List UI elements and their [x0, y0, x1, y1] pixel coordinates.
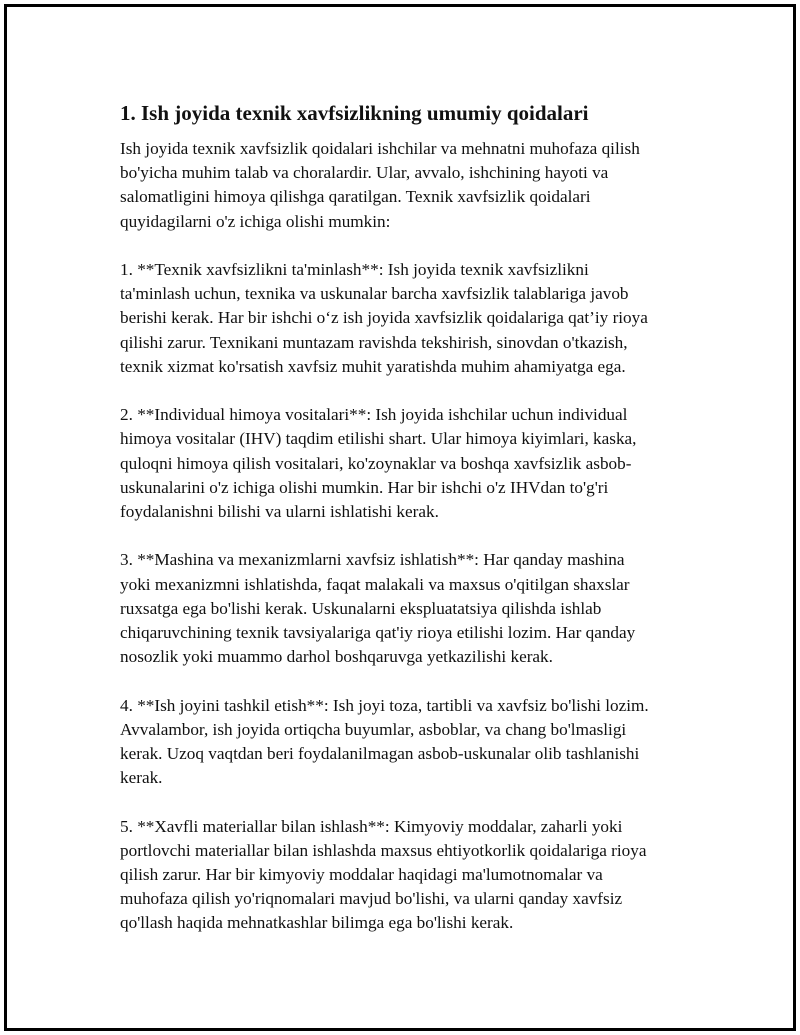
document-heading: 1. Ish joyida texnik xavfsizlikning umumiy qoidalari	[120, 101, 589, 125]
item-4-paragraph: 4. **Ish joyini tashkil etish**: Ish joyi toza, tartibli va xavfsiz bo'lishi lozim. Avvalambor, ish joyida ortiqcha buyumlar, asboblar, va chang bo'lmasligi kerak. Uzoq vaqtdan beri foydalanilmagan asbob-uskunalar olib tashlanishi kerak.	[120, 695, 649, 788]
item-1-paragraph: 1. **Texnik xavfsizlikni ta'minlash**: Ish joyida texnik xavfsizlikni ta'minlash uchun, texnika va uskunalar barcha xavfsizlik talablariga javob berishi kerak. Har bir ishchi o‘z ish joyida xavfsizlik qoidalariga qat’iy rioya qilishi zarur. Texnikani muntazam ravishda tekshirish, sinovdan o'tkazish, texnik xizmat ko'rsatish xavfsiz muhit yaratishda muhim ahamiyatga ega.	[120, 260, 648, 376]
item-5-paragraph: 5. **Xavfli materiallar bilan ishlash**: Kimyoviy moddalar, zaharli yoki portlovchi materiallar bilan ishlashda maxsus ehtiyotkorlik qoidalariga rioya qilish zarur. Har bir kimyoviy moddalar haqidagi ma'lumotnomalar va muhofaza qilish yo'riqnomalari mavjud bo'lishi, va ularni qanday xavfsiz qo'llash haqida mehnatkashlar bilimga ega bo'lishi kerak.	[120, 816, 647, 933]
intro-paragraph: Ish joyida texnik xavfsizlik qoidalari ishchilar va mehnatni muhofaza qilish bo'yicha muhim talab va choralardir. Ular, avvalo, ishchining hayoti va salomatligini himoya qilishga qaratilgan. Texnik xavfsizlik qoidalari quyidagilarni o'z ichiga olishi mumkin:	[120, 139, 640, 231]
page-frame	[4, 4, 796, 1031]
item-3-paragraph: 3. **Mashina va mexanizmlarni xavfsiz ishlatish**: Har qanday mashina yoki mexanizmni ishlatishda, faqat malakali va maxsus o'qitilgan shaxslar ruxsatga ega bo'lishi kerak. Uskunalarni ekspluatatsiya qilishda ishlab chiqaruvchining texnik tavsiyalariga qat'iy rioya etilishi lozim. Har qanday nosozlik yoki muammo darhol boshqaruvga yetkazilishi kerak.	[120, 550, 636, 667]
item-2-paragraph: 2. **Individual himoya vositalari**: Ish joyida ishchilar uchun individual himoya vositalar (IHV) taqdim etilishi shart. Ular himoya kiyimlari, kaska, quloqni himoya qilish vositalari, ko'zoynaklar va boshqa xavfsizlik asbob- uskunalarini o'z ichiga olishi mumkin. Har bir ishchi o'z IHVdan to'g'ri foydalanishni bilishi va ularni ishlatishi kerak.	[120, 405, 637, 522]
document-body	[120, 99, 695, 960]
